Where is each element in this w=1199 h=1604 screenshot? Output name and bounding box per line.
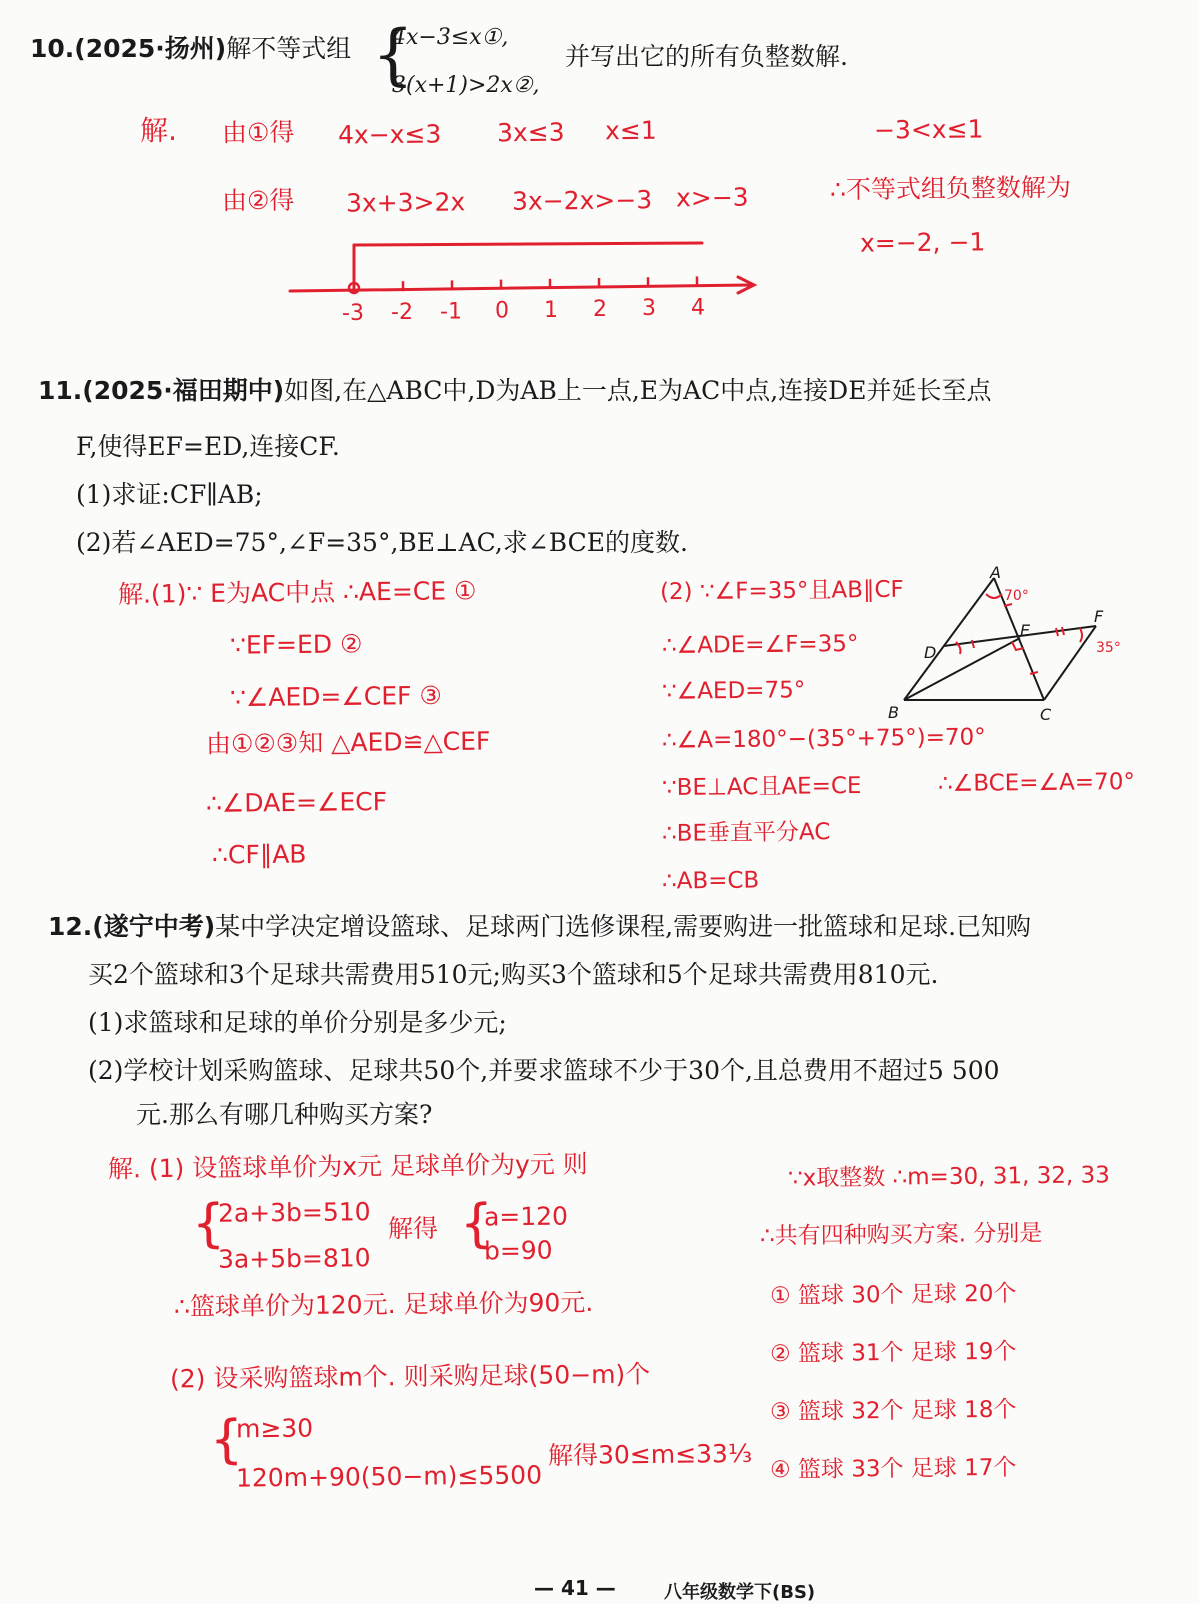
- q10-hw-jie: 解.: [139, 113, 178, 148]
- q10-source: (2025·扬州): [74, 34, 227, 63]
- q10-hw-answer: x=−2, −1: [859, 227, 986, 258]
- q11-hw-l5: ∴∠DAE=∠ECF: [205, 787, 388, 818]
- q10-number: 10.: [30, 34, 75, 63]
- q11-stem2: F,使得EF=ED,连接CF.: [76, 432, 340, 461]
- q12-part1: (1)求篮球和足球的单价分别是多少元;: [88, 1008, 507, 1037]
- q11-hw-r6: ∴BE垂直平分AC: [661, 819, 831, 847]
- q12-source: (遂宁中考): [92, 912, 216, 941]
- q12-hw-eq1: 2a+3b=510: [217, 1197, 371, 1228]
- q10-hw-s2-b: 3x−2x>−3: [511, 185, 653, 216]
- q10-tick-label: 3: [642, 296, 656, 322]
- q12-hw-in2: 120m+90(50−m)≤5500: [235, 1460, 543, 1493]
- q12-hw-plan4: ④ 篮球 33个 足球 17个: [769, 1454, 1017, 1484]
- q11-hw-l6: ∴CF∥AB: [211, 839, 307, 870]
- q11-source: (2025·福田期中): [82, 376, 285, 405]
- q10-ineq-1: 4x−3≤x①,: [392, 25, 509, 50]
- q11-label-a: A: [990, 566, 1001, 582]
- q10-hw-s1-b: 3x≤3: [496, 117, 565, 148]
- q11-label-c: C: [1040, 705, 1052, 724]
- q11-hw-l2: ∵EF=ED ②: [229, 629, 363, 660]
- q12-hw-eq2: 3a+5b=810: [217, 1243, 371, 1274]
- q11-hw-r1: (2) ∵∠F=35°且AB∥CF: [659, 576, 904, 606]
- q10-tick-label: 1: [544, 297, 558, 323]
- q10-ineq-2: 3(x+1)>2x②,: [392, 73, 540, 98]
- q11-hw-r2: ∴∠ADE=∠F=35°: [661, 630, 859, 660]
- q12-number: 12.: [48, 912, 93, 941]
- q11-label-b: B: [888, 703, 899, 722]
- q10-tick-label: 2: [593, 297, 607, 322]
- q12-hw-r1: ∵x取整数 ∴m=30, 31, 32, 33: [787, 1162, 1110, 1192]
- q10-hw-s1-a: 4x−x≤3: [337, 119, 442, 150]
- book-title: 八年级数学下(BS): [664, 1582, 816, 1603]
- q11-hw-l4: 由①②③知 △AED≌△CEF: [205, 726, 491, 759]
- q11-number: 11.: [38, 376, 83, 405]
- q11-label-f: F: [1094, 607, 1104, 626]
- q10-tick-label: -2: [391, 300, 413, 326]
- q10-tick-label: 0: [495, 298, 509, 324]
- q11-stem1: 如图,在△ABC中,D为AB上一点,E为AC中点,连接DE并延长至点: [284, 376, 992, 405]
- q10-lead: 解不等式组: [226, 34, 352, 63]
- q10-tail: 并写出它的所有负整数解.: [565, 42, 848, 71]
- q11-hw-l1: 解.(1)∵ E为AC中点 ∴AE=CE ①: [117, 576, 477, 609]
- q12-hw-plan2: ② 篮球 31个 足球 19个: [769, 1338, 1017, 1368]
- q12-hw-plan3: ③ 篮球 32个 足球 18个: [769, 1396, 1017, 1426]
- q12-hw-solve: 解得: [387, 1213, 439, 1244]
- q10-header: [30, 32, 351, 66]
- q11-seg-ab: [904, 578, 994, 700]
- q10-hw-range: −3<x≤1: [873, 114, 984, 145]
- q11-part1: (1)求证:CF∥AB;: [76, 480, 263, 509]
- q11-mark-70: 70°: [1004, 588, 1029, 604]
- q12-stem1: 某中学决定增设篮球、足球两门选修课程,需要购进一批篮球和足球.已知购: [215, 912, 1032, 941]
- q11-stem-line1: [38, 374, 991, 408]
- q11-hw-r7: ∴AB=CB: [661, 867, 760, 895]
- q10-hw-s1-c: x≤1: [604, 115, 657, 146]
- q12-hw-brace3: {: [209, 1409, 244, 1471]
- q11-label-e: E: [1020, 621, 1031, 640]
- q10-tick-label: 4: [691, 295, 705, 321]
- q11-part2: (2)若∠AED=75°,∠F=35°,BE⊥AC,求∠BCE的度数.: [76, 528, 688, 557]
- q10-tick-label: -1: [440, 299, 462, 325]
- q12-hw-l2: ∴篮球单价为120元. 足球单价为90元.: [173, 1287, 594, 1322]
- q10-tick-label: -3: [342, 301, 364, 326]
- q12-hw-l3: (2) 设采购篮球m个. 则采购足球(50−m)个: [169, 1359, 651, 1394]
- q11-seg-cf: [1044, 626, 1096, 700]
- q11-seg-be: [904, 638, 1020, 700]
- q11-hw-l3: ∵∠AED=∠CEF ③: [229, 680, 442, 713]
- q10-hw-s2-label: 由②得: [221, 185, 295, 216]
- q10-hw-s1-label: 由①得: [221, 117, 295, 148]
- q12-hw-brace2: {: [459, 1193, 494, 1255]
- q12-hw-sol2: b=90: [483, 1235, 553, 1266]
- q11-hw-r8: ∴∠BCE=∠A=70°: [937, 768, 1136, 798]
- q12-stem-line1: [48, 910, 1031, 944]
- q12-stem2: 买2个篮球和3个足球共需费用510元;购买3个篮球和5个足球共需费用810元.: [88, 960, 939, 989]
- page-number: — 41 —: [534, 1576, 616, 1600]
- q12-hw-in1: m≥30: [235, 1413, 314, 1444]
- q11-mark-35: 35°: [1096, 640, 1121, 656]
- q10-system-brace: {: [372, 16, 414, 93]
- q12-hw-brace1: {: [191, 1193, 226, 1255]
- q10-hw-s2-a: 3x+3>2x: [345, 187, 466, 218]
- q12-hw-solve2: 解得30≤m≤33⅓: [547, 1438, 753, 1471]
- q12-hw-l1: 解. (1) 设篮球单价为x元 足球单价为y元 则: [107, 1149, 588, 1184]
- q10-number-line: [270, 225, 790, 335]
- q11-hw-r3: ∵∠AED=75°: [661, 677, 806, 705]
- q11-hw-r5: ∵BE⊥AC且AE=CE: [661, 772, 862, 802]
- q12-hw-plan1: ① 篮球 30个 足球 20个: [769, 1280, 1017, 1310]
- q12-part2a: (2)学校计划采购篮球、足球共50个,并要求篮球不少于30个,且总费用不超过5 500: [88, 1056, 1000, 1085]
- q11-label-d: D: [924, 643, 937, 662]
- q10-hw-concl: ∴不等式组负整数解为: [829, 172, 1072, 205]
- q10-hw-s2-c: x>−3: [675, 182, 749, 213]
- q12-hw-r2: ∴共有四种购买方案. 分别是: [759, 1220, 1043, 1250]
- q12-part2b: 元.那么有哪几种购买方案?: [136, 1100, 433, 1129]
- q11-figure: [880, 566, 1140, 736]
- q11-hw-r4: ∴∠A=180°−(35°+75°)=70°: [661, 724, 986, 754]
- q12-hw-sol1: a=120: [483, 1201, 569, 1232]
